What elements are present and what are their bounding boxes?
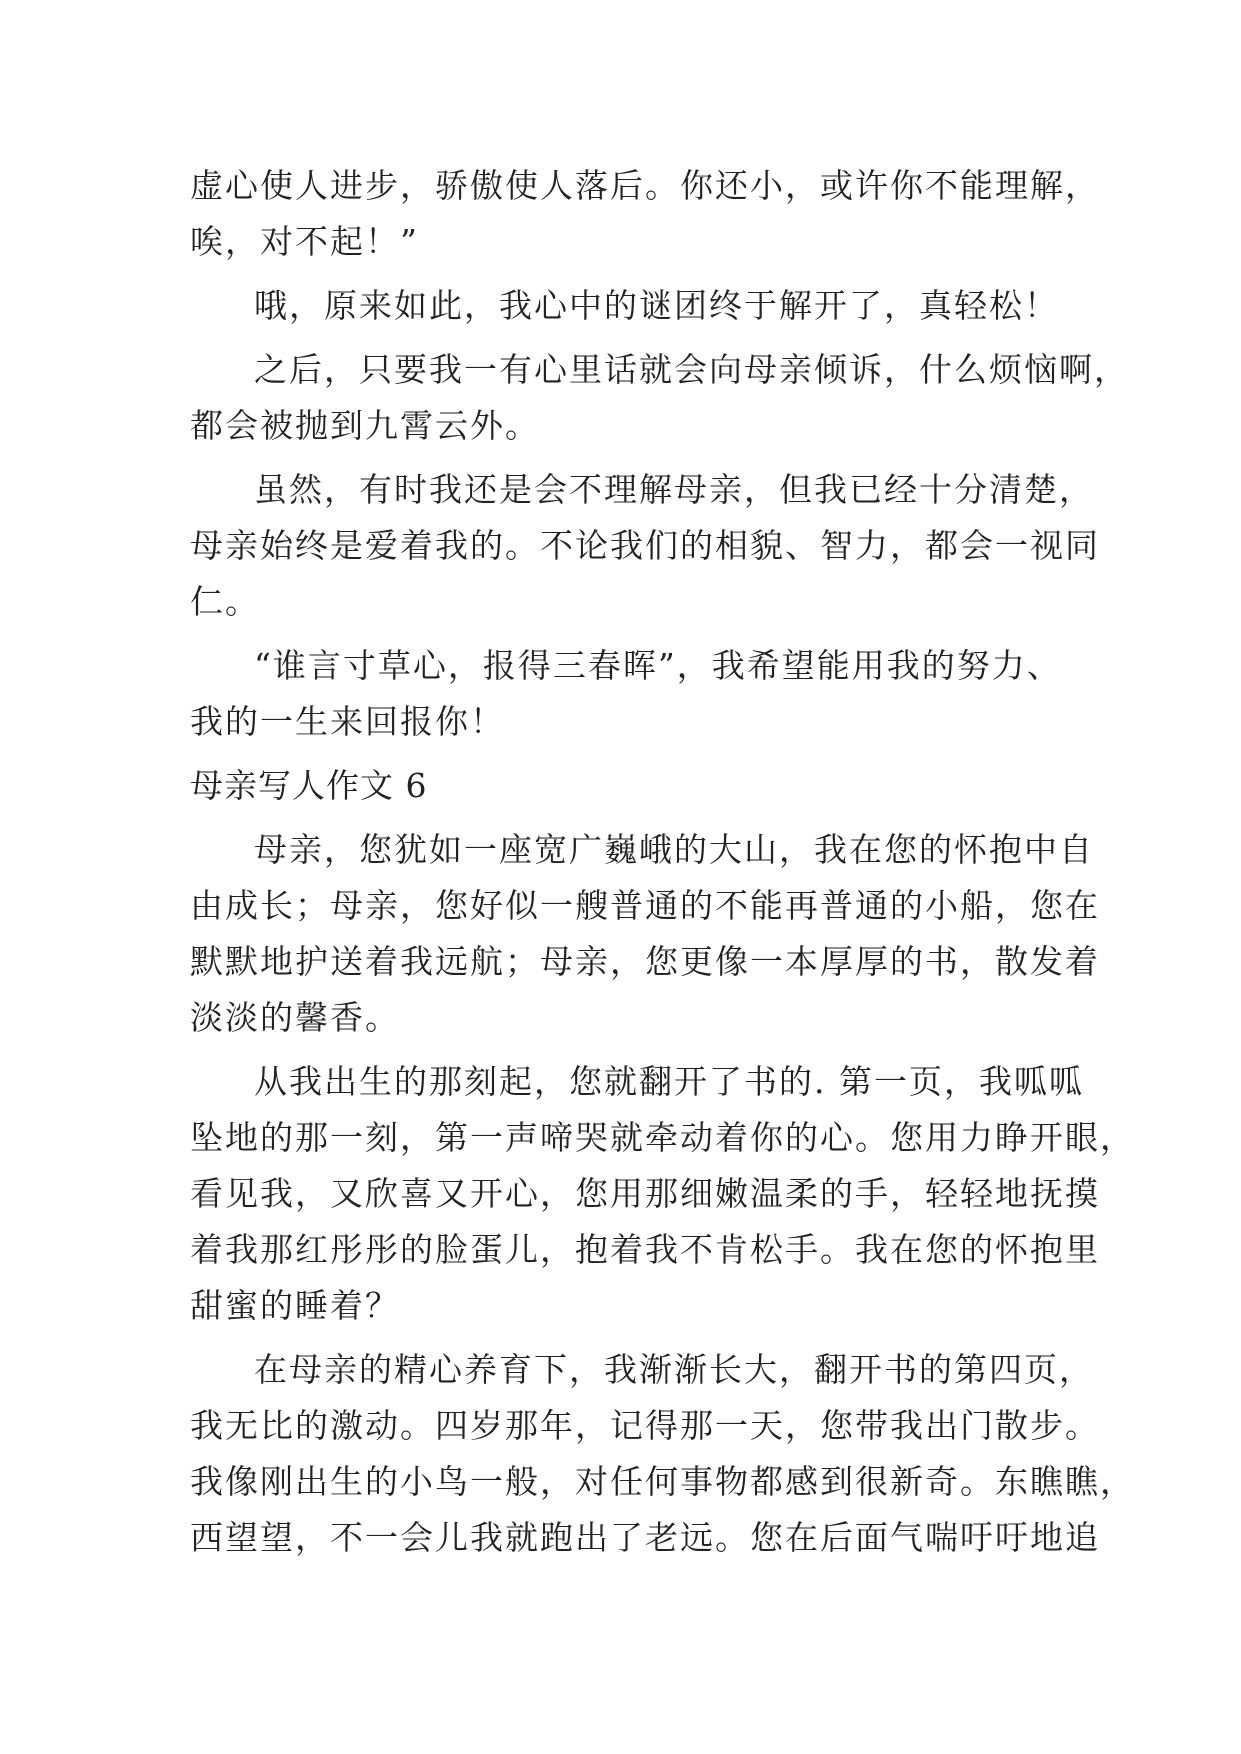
paragraph-line: “谁言寸草心，报得三春晖”，我希望能用我的努力、 bbox=[254, 646, 1062, 685]
paragraph-line: 坠地的那一刻，第一声啼哭就牵动着你的心。您用力睁开眼， bbox=[190, 1118, 1135, 1157]
paragraph-line: 唉，对不起！” bbox=[190, 222, 419, 261]
paragraph-line: 我无比的激动。四岁那年，记得那一天，您带我出门散步。 bbox=[190, 1406, 1100, 1445]
paragraph-line: 由成长；母亲，您好似一艘普通的不能再普通的小船，您在 bbox=[190, 886, 1100, 925]
paragraph-line: 我的一生来回报你！ bbox=[190, 702, 505, 741]
paragraph-line: 仁。 bbox=[190, 582, 260, 621]
paragraph-line: 看见我，又欣喜又开心，您用那细嫩温柔的手，轻轻地抚摸 bbox=[190, 1174, 1100, 1213]
paragraph-line: 虚心使人进步，骄傲使人落后。你还小，或许你不能理解， bbox=[190, 166, 1100, 205]
paragraph-line: 之后，只要我一有心里话就会向母亲倾诉，什么烦恼啊， bbox=[254, 350, 1129, 389]
paragraph-line: 母亲始终是爱着我的。不论我们的相貌、智力，都会一视同 bbox=[190, 526, 1100, 565]
section-heading: 母亲写人作文 6 bbox=[190, 766, 428, 805]
paragraph-line: 都会被抛到九霄云外。 bbox=[190, 406, 540, 445]
paragraph-line: 虽然，有时我还是会不理解母亲，但我已经十分清楚， bbox=[254, 470, 1094, 509]
paragraph-line: 母亲，您犹如一座宽广巍峨的大山，我在您的怀抱中自 bbox=[254, 830, 1094, 869]
paragraph-line: 在母亲的精心养育下，我渐渐长大，翻开书的第四页， bbox=[254, 1350, 1094, 1389]
paragraph-line: 西望望，不一会儿我就跑出了老远。您在后面气喘吁吁地追 bbox=[190, 1518, 1100, 1557]
paragraph-line: 默默地护送着我远航；母亲，您更像一本厚厚的书，散发着 bbox=[190, 942, 1100, 981]
paragraph-line: 从我出生的那刻起，您就翻开了书的. 第一页，我呱呱 bbox=[254, 1062, 1084, 1101]
paragraph-line: 我像刚出生的小鸟一般，对任何事物都感到很新奇。东瞧瞧， bbox=[190, 1462, 1135, 1501]
paragraph-line: 着我那红彤彤的脸蛋儿，抱着我不肯松手。我在您的怀抱里 bbox=[190, 1230, 1100, 1269]
paragraph-line: 甜蜜的睡着？ bbox=[190, 1286, 400, 1325]
article-body bbox=[190, 158, 1135, 1566]
paragraph-line: 淡淡的馨香。 bbox=[190, 998, 400, 1037]
paragraph-line: 哦，原来如此，我心中的谜团终于解开了，真轻松！ bbox=[254, 286, 1059, 325]
